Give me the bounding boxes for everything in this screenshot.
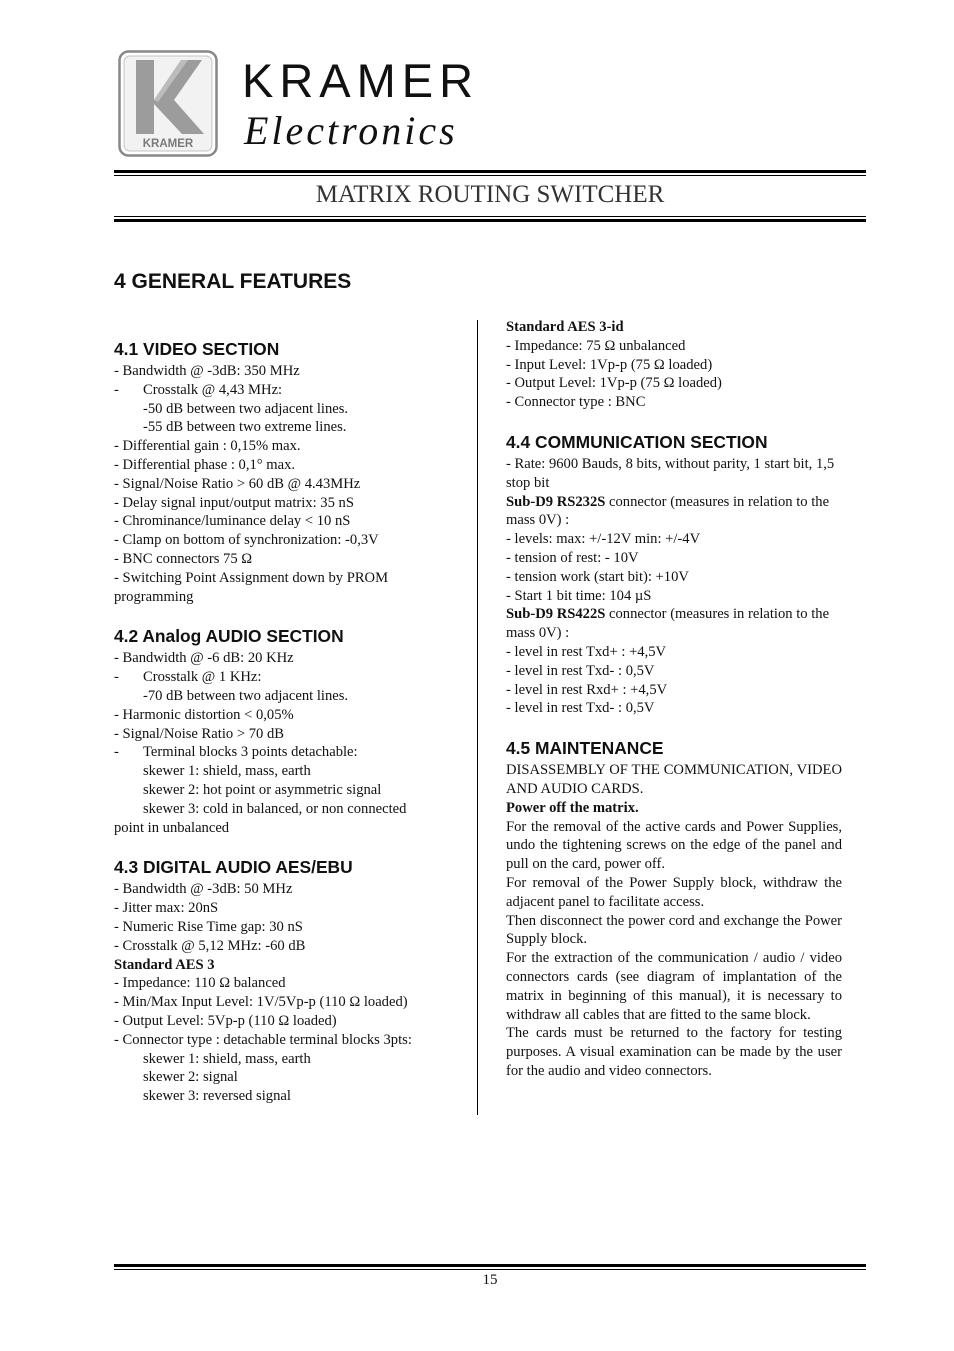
spec-line: - Differential gain : 0,15% max. (114, 438, 301, 455)
spec-line: - level in rest Txd- : 0,5V (506, 662, 655, 679)
spec-text: connector (measures in relation to the mass 0V) : (506, 493, 830, 529)
spec-line: - Differential phase : 0,1° max. (114, 456, 296, 473)
aes3id-section (506, 318, 842, 412)
digital-audio-section (114, 856, 466, 1106)
kramer-logo (118, 50, 218, 157)
maintenance-heading: 4.5 MAINTENANCE (506, 738, 664, 759)
title-rule-thin (114, 216, 866, 217)
spec-line: - Output Level: 1Vp-p (75 Ω loaded) (506, 375, 722, 392)
brand-subtitle: Electronics (244, 108, 458, 153)
spec-line: -70 dB between two adjacent lines. (143, 687, 349, 704)
spec-line: - Impedance: 75 Ω unbalanced (506, 337, 686, 354)
spec-line: - Rate: 9600 Bauds, 8 bits, without parity, 1 start bit, 1,5 stop bit (506, 455, 835, 491)
spec-line: - Min/Max Input Level: 1V/5Vp-p (110 Ω loaded) (114, 994, 408, 1011)
maintenance-paragraph: For the removal of the active cards and Power Supplies, undo the tightening screws on the edge of the panel and pull on the card, power off. (506, 818, 842, 873)
spec-line: - Delay signal input/output matrix: 35 nS (114, 494, 354, 511)
spec-line: -50 dB between two adjacent lines. (143, 400, 349, 417)
spec-line: skewer 2: signal (143, 1069, 238, 1086)
spec-line: - Impedance: 110 Ω balanced (114, 975, 286, 992)
document-title: MATRIX ROUTING SWITCHER (315, 181, 665, 208)
spec-line: - Bandwidth @ -6 dB: 20 KHz (114, 650, 294, 667)
spec-line: skewer 1: shield, mass, earth (143, 763, 311, 780)
spec-line: skewer 3: cold in balanced, or non connected (143, 800, 407, 817)
spec-line: - Jitter max: 20nS (114, 900, 219, 917)
spec-line: - Numeric Rise Time gap: 30 nS (114, 918, 303, 935)
spec-line: skewer 2: hot point or asymmetric signal (143, 781, 382, 798)
spec-line: - Harmonic distortion < 0,05% (114, 706, 294, 723)
maintenance-paragraph: DISASSEMBLY OF THE COMMUNICATION, VIDEO AND AUDIO CARDS. (506, 762, 842, 797)
connector-label: Sub-D9 RS422S (506, 606, 606, 623)
communication-section (506, 431, 842, 718)
spec-line: - Crosstalk @ 5,12 MHz: -60 dB (114, 937, 306, 954)
maintenance-section (506, 737, 842, 1081)
standard-aes3id-label: Standard AES 3-id (506, 319, 624, 335)
maintenance-paragraph: Then disconnect the power cord and exchange the Power Supply block. (506, 912, 842, 948)
spec-line (506, 493, 842, 531)
header-rule-thick (114, 170, 866, 173)
maintenance-paragraph: For the extraction of the communication / audio / video connectors cards (see diagram of implantation of the matrix in beginning of this manual), it is necessary to withdraw all cables that are fitted to the same block. (506, 950, 842, 1023)
spec-line: skewer 1: shield, mass, earth (143, 1050, 311, 1067)
title-rule-thick (114, 219, 866, 222)
spec-line: - Signal/Noise Ratio > 70 dB (114, 725, 284, 742)
right-column (506, 318, 842, 1081)
page-number: 15 (482, 1272, 498, 1288)
spec-text: Terminal blocks 3 points detachable: (143, 744, 358, 761)
standard-aes3-label: Standard AES 3 (114, 956, 215, 973)
spec-line: - Chrominance/luminance delay < 10 nS (114, 513, 351, 530)
column-divider (477, 320, 478, 1115)
spec-text: connector (measures in relation to the mass 0V) : (506, 606, 830, 642)
spec-line: - Connector type : BNC (506, 394, 646, 411)
brand-name: KRAMER (242, 54, 480, 107)
spec-line: skewer 3: reversed signal (143, 1088, 291, 1105)
spec-line: - Switching Point Assignment down by PROM programming (114, 569, 389, 605)
spec-line: - Clamp on bottom of synchronization: -0,3V (114, 532, 379, 549)
video-heading: 4.1 VIDEO SECTION (114, 339, 280, 359)
spec-line: - Bandwidth @ -3dB: 50 MHz (114, 881, 293, 898)
spec-line: point in unbalanced (114, 819, 230, 836)
dash-marker: - (114, 381, 119, 398)
spec-line: - levels: max: +/-12V min: +/-4V (506, 531, 701, 548)
spec-line: - level in rest Txd- : 0,5V (506, 700, 655, 717)
dash-marker: - (114, 744, 119, 761)
spec-line: - Bandwidth @ -3dB: 350 MHz (114, 363, 300, 379)
spec-text: Crosstalk @ 1 KHz: (143, 669, 262, 686)
spec-line: - tension of rest: - 10V (506, 549, 639, 566)
connector-label: Sub-D9 RS232S (506, 493, 606, 510)
chapter-heading: 4 GENERAL FEATURES (114, 270, 352, 293)
spec-line: - level in rest Txd+ : +4,5V (506, 643, 667, 660)
spec-line: - Connector type : detachable terminal blocks 3pts: (114, 1031, 412, 1048)
footer-rule-thick (114, 1264, 866, 1267)
spec-line: - level in rest Rxd+ : +4,5V (506, 681, 668, 698)
spec-line: - Output Level: 5Vp-p (110 Ω loaded) (114, 1012, 337, 1029)
maintenance-paragraph: For removal of the Power Supply block, withdraw the adjacent panel to facilitate access. (506, 874, 842, 910)
spec-text: Crosstalk @ 4,43 MHz: (143, 381, 283, 398)
spec-line: - BNC connectors 75 Ω (114, 550, 253, 567)
communication-heading: 4.4 COMMUNICATION SECTION (506, 431, 768, 452)
video-section (114, 338, 466, 606)
spec-line: - tension work (start bit): +10V (506, 568, 689, 585)
footer-rule-thin (114, 1269, 866, 1270)
spec-line (506, 605, 842, 643)
header-rule-thin (114, 175, 866, 176)
spec-line: -55 dB between two extreme lines. (143, 419, 347, 436)
spec-line (114, 668, 466, 687)
maintenance-paragraph: The cards must be returned to the factory for testing purposes. A visual examination can be made by the user for the audio and video connectors. (506, 1025, 842, 1079)
spec-line (114, 743, 466, 762)
spec-line: - Input Level: 1Vp-p (75 Ω loaded) (506, 356, 713, 373)
analog-audio-section (114, 625, 466, 837)
digital-audio-heading: 4.3 DIGITAL AUDIO AES/EBU (114, 857, 353, 878)
analog-audio-heading: 4.2 Analog AUDIO SECTION (114, 626, 344, 647)
spec-line: - Start 1 bit time: 104 µS (506, 587, 652, 604)
maintenance-paragraph: Power off the matrix. (506, 799, 639, 816)
spec-line (114, 381, 466, 400)
logo-text: KRAMER (142, 138, 194, 150)
left-column (114, 338, 466, 1106)
dash-marker: - (114, 669, 119, 686)
spec-line: - Signal/Noise Ratio > 60 dB @ 4.43MHz (114, 475, 361, 492)
